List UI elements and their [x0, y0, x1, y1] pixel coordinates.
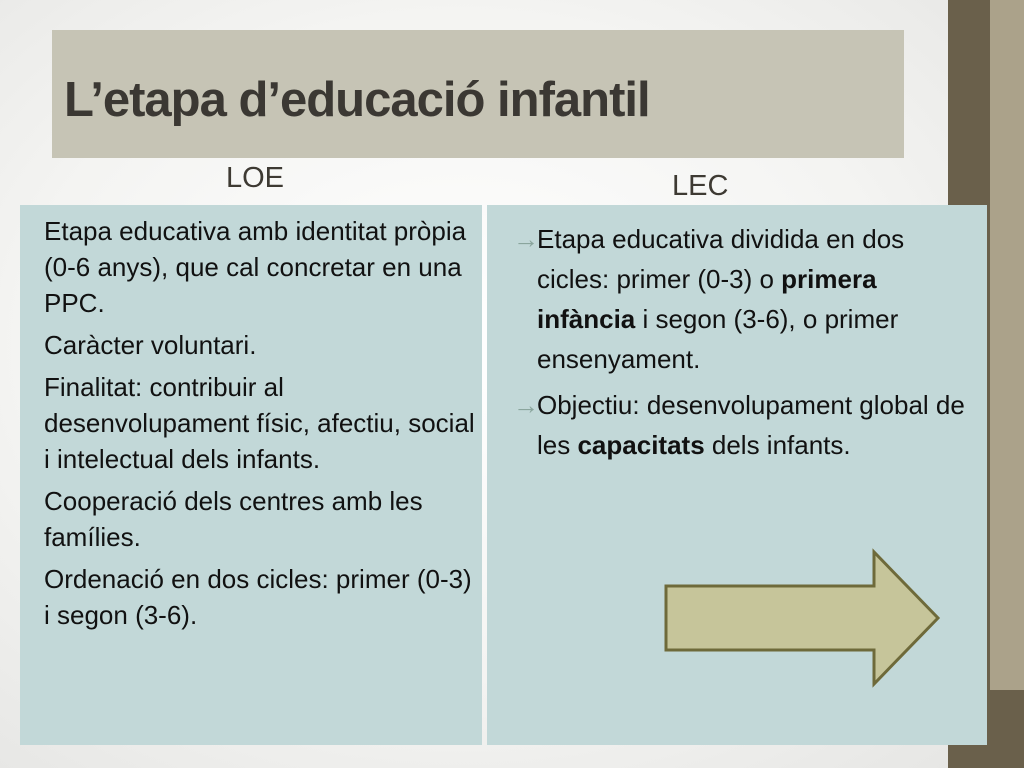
title-bar — [52, 30, 904, 158]
loe-item — [44, 483, 476, 555]
arrow-bullet-icon: → — [513, 224, 539, 254]
lec-item-text: dels infants. — [704, 430, 851, 460]
right-decorative-band-light — [990, 0, 1024, 690]
loe-item-text: Caràcter voluntari. — [44, 330, 257, 360]
loe-item-text: Cooperació dels centres amb les famílies. — [44, 486, 423, 552]
right-block-arrow-icon — [660, 548, 945, 688]
lec-item — [513, 219, 975, 379]
loe-item — [44, 327, 476, 363]
lec-heading: LEC — [672, 170, 729, 202]
lec-item-bold-text: primera infància — [537, 264, 877, 334]
loe-item — [44, 213, 476, 321]
slide-title: L’etapa d’educació infantil — [64, 73, 650, 127]
loe-panel — [20, 205, 482, 745]
loe-item-text: Finalitat: contribuir al desenvolupament físic, afectiu, social i intelectual dels infants. — [44, 372, 475, 474]
lec-item-bold-text: capacitats — [577, 430, 705, 460]
arrow-bullet-icon: → — [513, 390, 539, 420]
loe-item-text: Etapa educativa amb identitat pròpia (0-6 anys), que cal concretar en una PPC. — [44, 216, 467, 318]
lec-item-text: Etapa educativa dividida en dos cicles: primer (0-3) o — [537, 224, 905, 294]
loe-item — [44, 369, 476, 477]
loe-item-text: Ordenació en dos cicles: primer (0-3) i segon (3-6). — [44, 564, 472, 630]
loe-heading: LOE — [226, 162, 285, 194]
lec-item — [513, 385, 975, 465]
lec-item-text: Objectiu: desenvolupament global de les — [537, 390, 965, 460]
lec-item-text: i segon (3-6), o primer ensenyament. — [537, 304, 899, 374]
loe-item — [44, 561, 476, 633]
